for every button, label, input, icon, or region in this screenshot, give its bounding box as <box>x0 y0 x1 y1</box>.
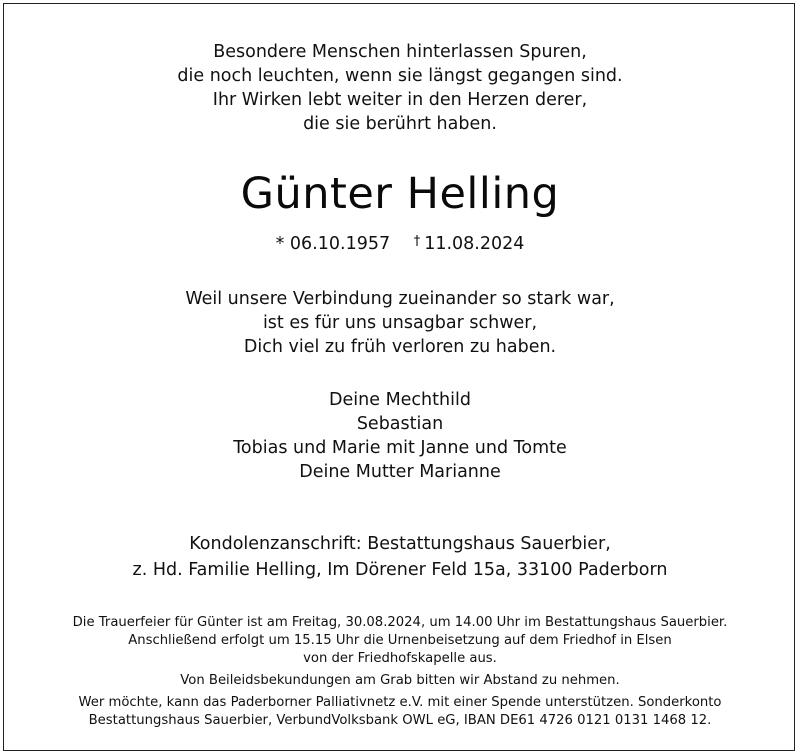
birth-date: 06.10.1957 <box>289 234 391 254</box>
info-line: Wer möchte, kann das Paderborner Palliativnetz e.V. mit einer Spende unterstützen. Sonderkonto <box>78 695 722 710</box>
mourners-list <box>0 388 800 484</box>
life-dates <box>0 232 800 258</box>
service-info <box>0 614 800 730</box>
intro-poem-line: die sie berührt haben. <box>303 114 497 134</box>
info-line: Anschließend erfolgt um 15.15 Uhr die Urnenbeisetzung auf dem Friedhof in Elsen <box>128 633 672 648</box>
main-poem-line: ist es für uns unsagbar schwer, <box>262 313 538 333</box>
intro-poem <box>0 40 800 136</box>
birth-mark: * <box>275 234 285 254</box>
main-poem-line: Dich viel zu früh verloren zu haben. <box>243 337 557 357</box>
info-line: Bestattungshaus Sauerbier, VerbundVolksbank OWL eG, IBAN DE61 4726 0121 0131 1468 12. <box>88 713 712 728</box>
info-line: von der Friedhofskapelle aus. <box>303 651 497 666</box>
intro-poem-line: Ihr Wirken lebt weiter in den Herzen derer, <box>212 90 588 110</box>
death-date: 11.08.2024 <box>424 234 525 254</box>
info-line: Von Beileidsbekundungen am Grab bitten wir Abstand zu nehmen. <box>180 673 620 688</box>
mourner: Sebastian <box>356 414 444 434</box>
main-poem <box>0 287 800 359</box>
main-poem-line: Weil unsere Verbindung zueinander so stark war, <box>185 289 615 309</box>
address-line: Kondolenzanschrift: Bestattungshaus Sauerbier, <box>189 534 611 554</box>
mourner: Deine Mechthild <box>329 390 471 410</box>
intro-poem-line: Besondere Menschen hinterlassen Spuren, <box>213 42 587 62</box>
info-line: Die Trauerfeier für Günter ist am Freitag, 30.08.2024, um 14.00 Uhr im Bestattungshaus Sauerbier. <box>72 615 728 630</box>
intro-poem-line: die noch leuchten, wenn sie längst gegangen sind. <box>177 66 623 86</box>
mourner: Deine Mutter Marianne <box>299 462 501 482</box>
mourner: Tobias und Marie mit Janne und Tomte <box>233 438 567 458</box>
death-cross-icon: † <box>413 234 421 249</box>
address-line: z. Hd. Familie Helling, Im Dörener Feld 15a, 33100 Paderborn <box>132 560 668 580</box>
deceased-name: Günter Helling <box>240 169 560 219</box>
condolence-address <box>0 531 800 583</box>
